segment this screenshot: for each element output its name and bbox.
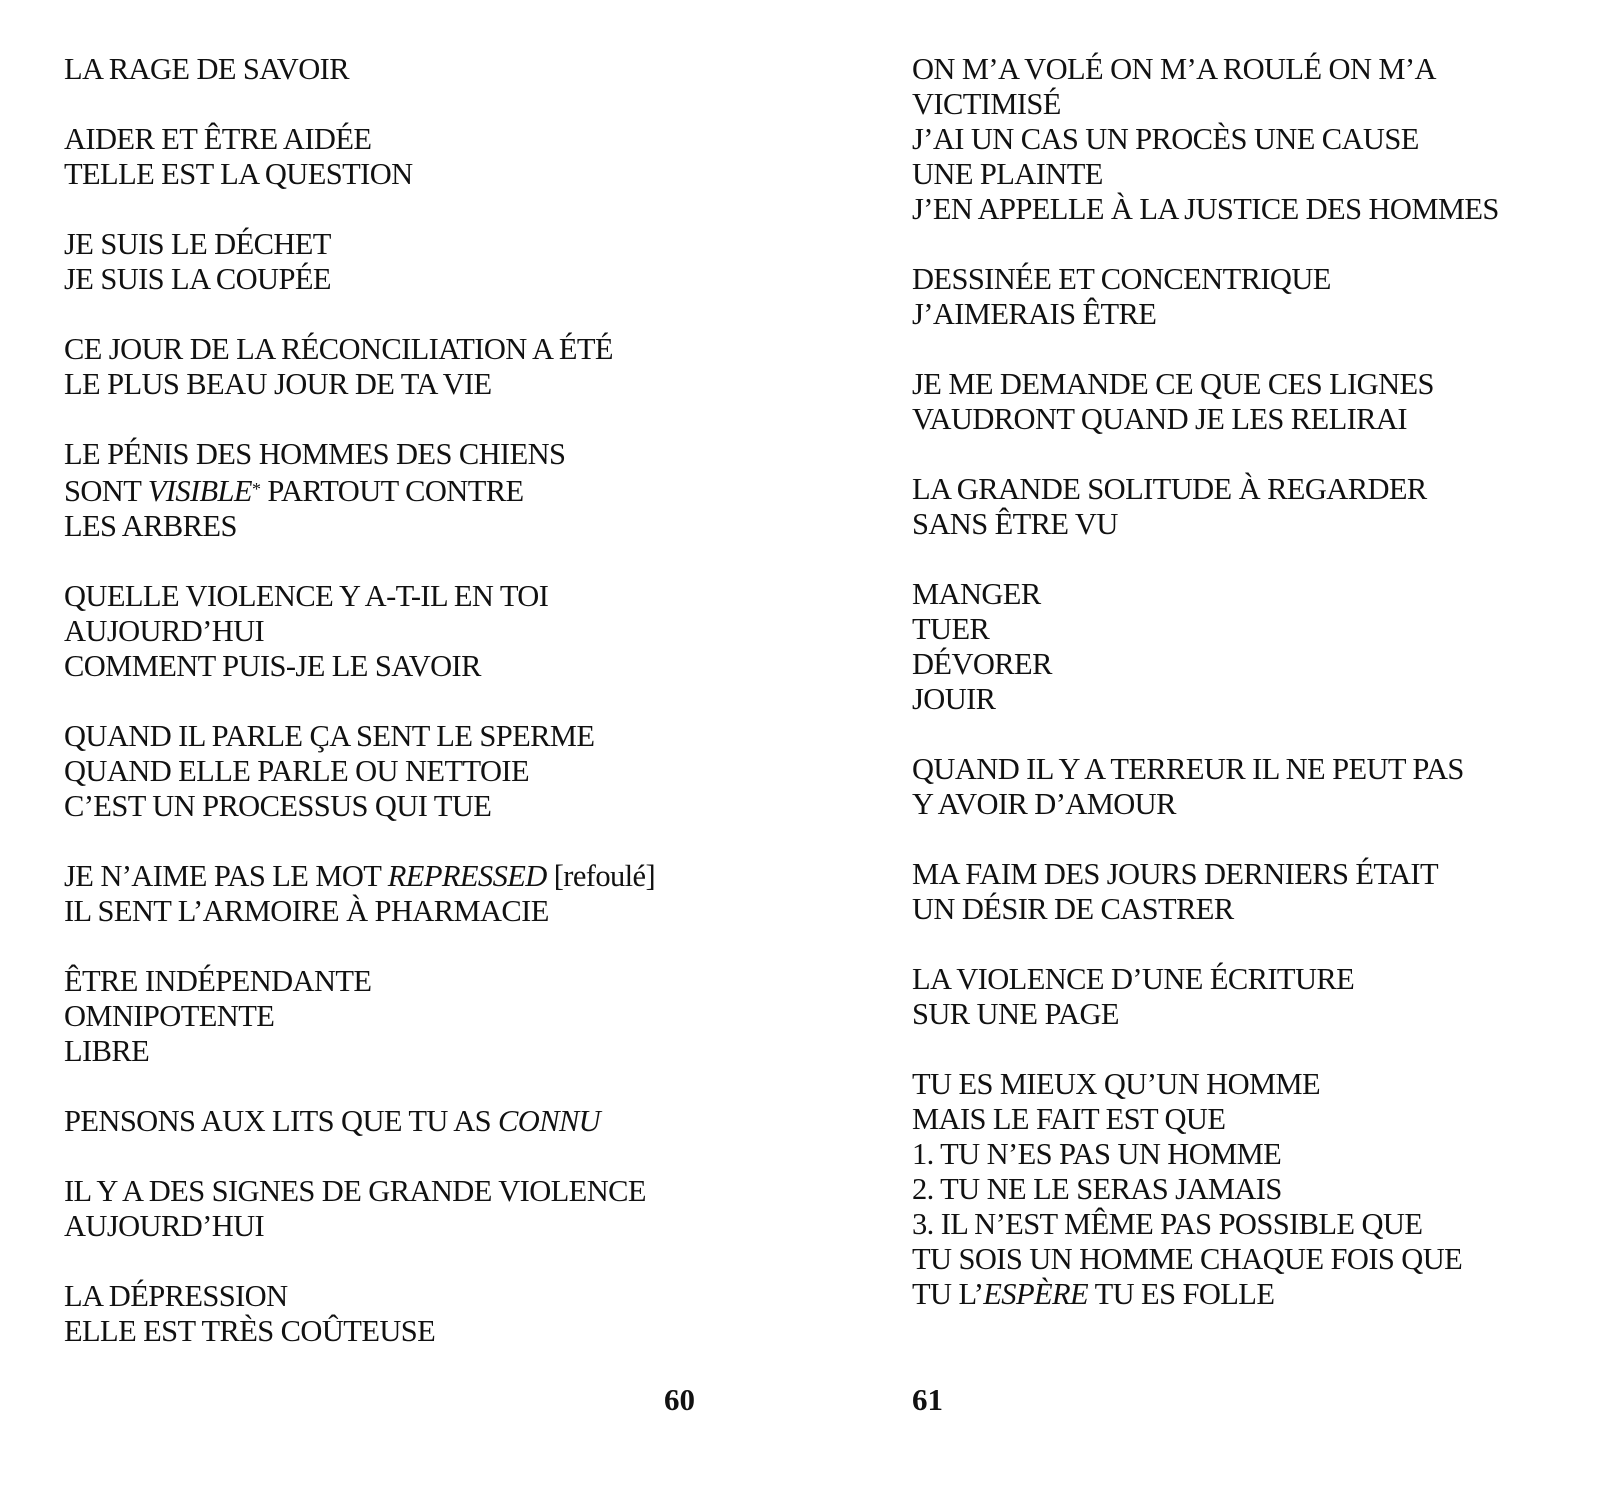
poem-line: TUER (912, 612, 990, 646)
poem-line: AUJOURD’HUI (64, 1209, 265, 1243)
poem-line: JE SUIS LA COUPÉE (64, 262, 331, 296)
poem-line: TU SOIS UN HOMME CHAQUE FOIS QUE (912, 1242, 1463, 1276)
poem-line: ÊTRE INDÉPENDANTE (64, 964, 372, 998)
poem-line: QUAND IL PARLE ÇA SENT LE SPERME (64, 719, 595, 753)
poem-line: LE PLUS BEAU JOUR DE TA VIE (64, 367, 492, 401)
right-page-text (912, 52, 1592, 1347)
page-number-left: 60 (664, 1382, 695, 1417)
line-segment: TU L’ (912, 1277, 984, 1311)
poem-line: UN DÉSIR DE CASTRER (912, 892, 1234, 926)
stanza (912, 262, 1592, 332)
stanza (64, 1279, 784, 1349)
poem-line: J’AI UN CAS UN PROCÈS UNE CAUSE (912, 122, 1419, 156)
stanza (64, 579, 784, 684)
stanza (912, 962, 1592, 1032)
poem-line: DESSINÉE ET CONCENTRIQUE (912, 262, 1331, 296)
poem-line: TELLE EST LA QUESTION (64, 157, 413, 191)
poem-line: IL Y A DES SIGNES DE GRANDE VIOLENCE (64, 1174, 646, 1208)
italic-word: CONNU (498, 1104, 601, 1138)
stanza (912, 577, 1592, 717)
left-page-text (64, 52, 784, 1384)
poem-line (912, 1277, 1592, 1312)
poem-line (64, 472, 784, 509)
poem-line: AIDER ET ÊTRE AIDÉE (64, 122, 372, 156)
poem-line: VAUDRONT QUAND JE LES RELIRAI (912, 402, 1407, 436)
poem-line: 1. TU N’ES PAS UN HOMME (912, 1137, 1282, 1171)
poem-line: TU ES MIEUX QU’UN HOMME (912, 1067, 1321, 1101)
poem-line: Y AVOIR D’AMOUR (912, 787, 1176, 821)
line-segment: TU ES FOLLE (1088, 1277, 1275, 1311)
poem-line: AUJOURD’HUI (64, 614, 265, 648)
poem-line: IL SENT L’ARMOIRE À PHARMACIE (64, 894, 549, 928)
stanza (64, 859, 784, 929)
stanza (64, 332, 784, 402)
poem-line: ON M’A VOLÉ ON M’A ROULÉ ON M’A (912, 52, 1436, 86)
italic-word: VISIBLE (147, 474, 252, 508)
stanza (912, 367, 1592, 437)
stanza (912, 52, 1592, 227)
line-segment: [refoulé] (546, 859, 656, 893)
stanza (912, 472, 1592, 542)
poem-line: QUAND ELLE PARLE OU NETTOIE (64, 754, 529, 788)
line-segment: PARTOUT CONTRE (260, 474, 524, 508)
poem-line: MANGER (912, 577, 1041, 611)
stanza (912, 1067, 1592, 1312)
poem-line: MAIS LE FAIT EST QUE (912, 1102, 1226, 1136)
stanza (64, 122, 784, 192)
poem-line: 2. TU NE LE SERAS JAMAIS (912, 1172, 1282, 1206)
stanza (64, 1104, 784, 1139)
line-segment: JE N’AIME PAS LE MOT (64, 859, 388, 893)
footnote-mark: * (251, 479, 261, 499)
poem-line: C’EST UN PROCESSUS QUI TUE (64, 789, 492, 823)
poem-line: LE PÉNIS DES HOMMES DES CHIENS (64, 437, 566, 471)
poem-line: QUELLE VIOLENCE Y A-T-IL EN TOI (64, 579, 549, 613)
poem-line: JE SUIS LE DÉCHET (64, 227, 331, 261)
line-segment: PENSONS AUX LITS QUE TU AS (64, 1104, 499, 1138)
stanza (64, 719, 784, 824)
stanza (912, 857, 1592, 927)
poem-line: QUAND IL Y A TERREUR IL NE PEUT PAS (912, 752, 1464, 786)
poem-line: DÉVORER (912, 647, 1052, 681)
poem-line: VICTIMISÉ (912, 87, 1061, 121)
stanza (64, 227, 784, 297)
poem-line (64, 1104, 784, 1139)
poem-line: LA RAGE DE SAVOIR (64, 52, 349, 86)
poem-line: SUR UNE PAGE (912, 997, 1119, 1031)
poem-line: ELLE EST TRÈS COÛTEUSE (64, 1314, 436, 1348)
poem-line (64, 859, 784, 894)
italic-word: ESPÈRE (983, 1277, 1089, 1311)
poem-line: JE ME DEMANDE CE QUE CES LIGNES (912, 367, 1434, 401)
poem-line: CE JOUR DE LA RÉCONCILIATION A ÉTÉ (64, 332, 613, 366)
italic-word: REPRESSED (387, 859, 547, 893)
poem-line: SANS ÊTRE VU (912, 507, 1118, 541)
stanza (912, 752, 1592, 822)
poem-line: COMMENT PUIS-JE LE SAVOIR (64, 649, 481, 683)
page-number-right: 61 (912, 1382, 943, 1417)
poem-line: LES ARBRES (64, 509, 237, 543)
poem-line: J’EN APPELLE À LA JUSTICE DES HOMMES (912, 192, 1499, 226)
line-segment: SONT (64, 474, 148, 508)
poem-line: OMNIPOTENTE (64, 999, 275, 1033)
poem-line: J’AIMERAIS ÊTRE (912, 297, 1157, 331)
stanza (64, 964, 784, 1069)
poem-line: LA DÉPRESSION (64, 1279, 288, 1313)
stanza (64, 437, 784, 544)
poem-line: LIBRE (64, 1034, 150, 1068)
poem-line: UNE PLAINTE (912, 157, 1103, 191)
poem-line: JOUIR (912, 682, 996, 716)
poem-line: LA VIOLENCE D’UNE ÉCRITURE (912, 962, 1355, 996)
poem-line: 3. IL N’EST MÊME PAS POSSIBLE QUE (912, 1207, 1423, 1241)
stanza (64, 1174, 784, 1244)
poem-line: MA FAIM DES JOURS DERNIERS ÉTAIT (912, 857, 1438, 891)
stanza (64, 52, 784, 87)
poem-line: LA GRANDE SOLITUDE À REGARDER (912, 472, 1427, 506)
